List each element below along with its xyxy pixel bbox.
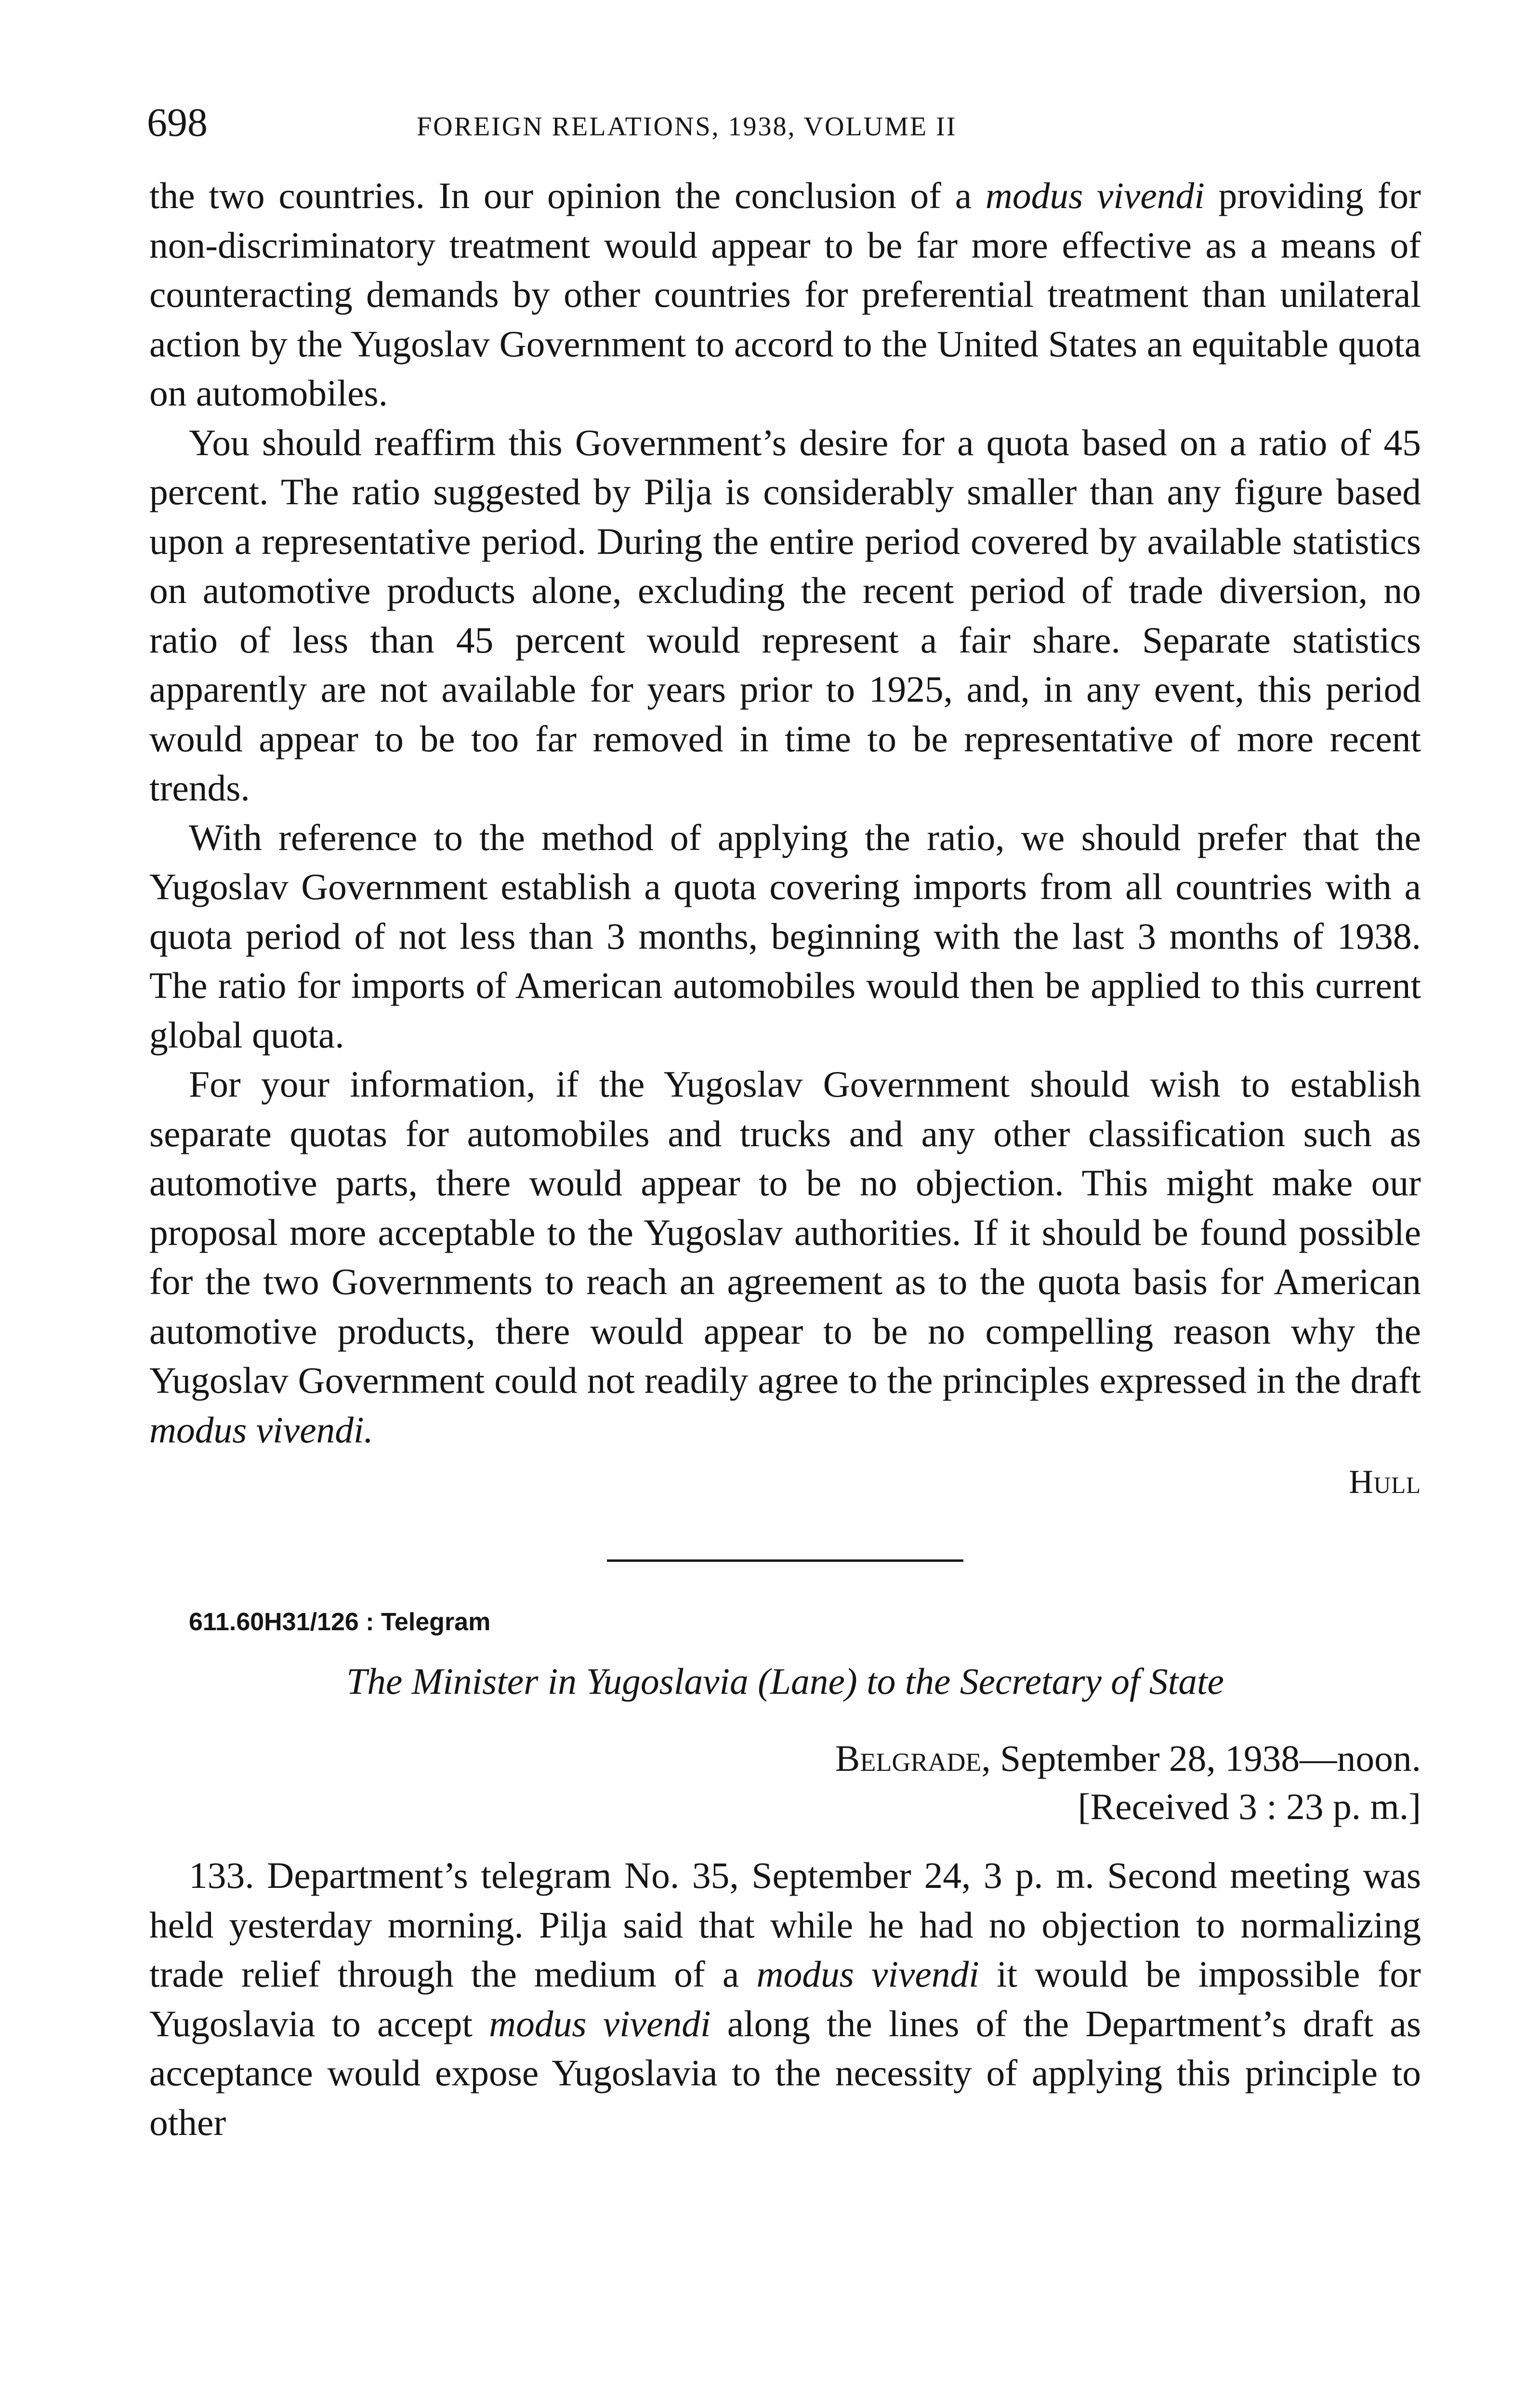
paragraph-1 [149, 171, 1421, 418]
paragraph-4 [149, 1060, 1421, 1454]
dateline-place: Belgrade, [835, 1738, 991, 1779]
telegram-text-a: 133. Department’s telegram No. 35, September 24, 3 p. m. Second meeting was held yesterday morning. Pilja said that while he had no objection to normalizing trade relief through the medium of a [149, 1855, 1421, 1995]
page-number: 698 [147, 100, 208, 145]
paragraph-2: You should reaffirm this Government’s desire for a quota based on a ratio of 45 percent. The ratio suggested by Pilja is considerably smaller than any figure based upon a representative period. During the entire period covered by available statistics on automotive products alone, excluding the recent period of trade diversion, no ratio of less than 45 percent would represent a fair share. Separate statistics apparently are not available for years prior to 1925, and, in any event, this period would appear to be too far removed in time to be representative of more recent trends. [149, 421, 1421, 809]
telegram-italic-term-1: modus vivendi [756, 1953, 979, 1995]
paragraph-1-text-c: providing for non-discriminatory treatment would appear to be far more effective as a means of counteracting demands by other countries for preferential treatment than unilateral action by the Yugoslav Government to accord to the United States an equitable quota on automobiles. [149, 175, 1421, 414]
dateline-date: September 28, 1938—noon. [990, 1738, 1421, 1779]
paragraph-4-text-a: For your information, if the Yugoslav Government should wish to establish separate quotas for automobiles and trucks and any other classification such as automotive parts, there would appear to be no objection. This might make our proposal more acceptable to the Yugoslav authorities. If it should be found possible for the two Governments to reach an agreement as to the quota basis for American automotive products, there would appear to be no compelling reason why the Yugoslav Government could not readily agree to the principles expressed in the draft [149, 1063, 1421, 1401]
telegram-paragraph-1 [149, 1851, 1421, 2147]
document-body [149, 171, 1421, 2147]
page-header [147, 96, 1420, 149]
paragraph-1-italic-term: modus vivendi [985, 175, 1205, 216]
signature-name: Hull [1349, 1464, 1421, 1501]
file-reference: 611.60H31/126 : Telegram [189, 1608, 491, 1636]
telegram-text-c: it would be impossible for Yugoslavia to accept [149, 1953, 1421, 2044]
paragraph-3: With reference to the method of applying the ratio, we should prefer that the Yugoslav Government establish a quota covering imports from all countries with a quota period of not less than 3 months, beginning with the last 3 months of 1938. The ratio for imports of American automobiles would then be applied to this current global quota. [149, 816, 1421, 1056]
paragraph-4-italic-term: modus vivendi. [149, 1409, 373, 1451]
telegram-italic-term-2: modus vivendi [489, 2002, 711, 2044]
section-divider [607, 1559, 963, 1562]
running-head: FOREIGN RELATIONS, 1938, VOLUME II [417, 112, 957, 142]
telegram-heading: The Minister in Yugoslavia (Lane) to the Secretary of State [346, 1661, 1224, 1702]
paragraph-1-text-a: the two countries. In our opinion the conclusion of a [149, 175, 986, 216]
signature [149, 1458, 1421, 1506]
received-time: [Received 3 : 23 p. m.] [1078, 1786, 1421, 1827]
dateline [149, 1734, 1421, 1782]
telegram-text-e: along the lines of the Department’s draft as acceptance would expose Yugoslavia to the necessity of applying this principle to other [149, 2002, 1421, 2143]
